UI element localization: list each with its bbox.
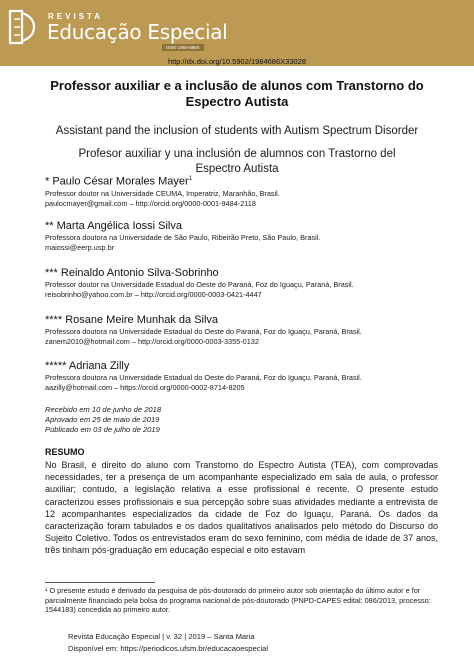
author-affiliation: Professora doutora na Universidade de São Paulo, Ribeirão Preto, São Paulo, Brasil. xyxy=(45,233,321,242)
author-contact[interactable]: zanem2010@hotmail.com – http://orcid.org/0000-0003-3355-0132 xyxy=(45,337,259,346)
author-name: *** Reinaldo Antonio Silva-Sobrinho xyxy=(45,267,219,279)
journal-logo-icon xyxy=(8,9,38,45)
article-title-english: Assistant pand the inclusion of students with Autism Spectrum Disorder xyxy=(55,125,419,137)
page-footer xyxy=(68,631,268,654)
author-block xyxy=(45,313,445,347)
author-block xyxy=(45,266,445,300)
journal-name: Educação Especial xyxy=(47,20,228,44)
author-contact[interactable]: aazilly@hotmail.com – https://orcid.org/0000-0002-8714-8205 xyxy=(45,383,245,392)
article-title: Professor auxiliar e a inclusão de alunos com Transtorno do Espectro Autista xyxy=(50,78,424,109)
abstract-heading: RESUMO xyxy=(45,447,85,457)
author-contact[interactable]: reisobrinho@yahoo.com.br – http://orcid.org/0000-0003-0421-4447 xyxy=(45,290,262,299)
footnote-divider xyxy=(45,582,155,583)
author-name: **** Rosane Meire Munhak da Silva xyxy=(45,314,219,326)
author-contact[interactable]: maiossi@eerp.usp.br xyxy=(45,243,115,252)
author-name: ***** Adriana Zilly xyxy=(45,360,130,372)
author-name: ** Marta Angélica Iossi Silva xyxy=(45,220,182,232)
author-block xyxy=(45,219,445,253)
footer-citation: Revista Educação Especial | v. 32 | 2019 – Santa Maria xyxy=(68,632,255,641)
author-name: * Paulo César Morales Mayer$^1$ xyxy=(45,175,193,188)
issn-badge: ISSN 1984-686X xyxy=(162,44,204,51)
article-title-spanish: Profesor auxiliar y una inclusión de alumnos con Trastorno del Espectro Autista xyxy=(78,148,396,175)
publication-dates xyxy=(45,405,161,435)
author-affiliation: Professor doutor na Universidade CEUMA, Imperatriz, Maranhão, Brasil. xyxy=(45,188,280,198)
received-date: Recebido em 10 de junho de 2018 xyxy=(45,405,162,414)
journal-name-small: REVISTA xyxy=(48,12,104,21)
approved-date: Aprovado em 25 de maio de 2019 xyxy=(45,415,160,424)
footnote: ¹ O presente estudo é derivado da pesquisa de pós-doutorado do primeiro autor sob orientação do último autor e for parcialmente financiado pela bolsa do programa nacional de pós-doutorado (PNPD-CAPES edital: 086/2013, processo: 1544183) concedida ao primeiro autor. xyxy=(45,586,431,614)
author-affiliation: Professora doutora na Universidade Estadual do Oeste do Paraná, Foz do Iguaçu, Paraná, Brasil. xyxy=(45,327,362,336)
author-block xyxy=(45,172,445,209)
author-affiliation: Professor doutor na Universidade Estadual do Oeste do Paraná, Foz do Iguaçu, Paraná, Brasil. xyxy=(45,280,354,289)
abstract-text: No Brasil, é direito do aluno com Transtorno do Espectro Autista (TEA), com comprovadas necessidades, ter a presença de um acompanhante especializado em sala de aula, o professor auxiliar; contudo, a legislação relativa a esse profissional é recente. O presente estudo caracterizou esses profissionais e sua percepção sobre suas atividades mediante a entrevista de 12 acompanhantes especializados da cidade de Foz do Iguaçu, Paraná. Os dados da caracterização foram tabulados e os dados qualitativos analisados pelo método do Discurso do Sujeito Coletivo. Todos os entrevistados eram do sexo feminino, com média de idade de 37 anos, três tinham pós-graduação em educação especial e oito estavam xyxy=(45,460,438,556)
published-date: Publicado em 03 de julho de 2019 xyxy=(45,425,160,434)
author-block xyxy=(45,359,445,393)
author-affiliation: Professora doutora na Universidade Estadual do Oeste do Paraná, Foz do Iguaçu, Paraná, Brasil. xyxy=(45,373,362,382)
author-contact[interactable]: paulocmayer@gmail.com – http://orcid.org/0000-0001-9484-2118 xyxy=(45,198,256,208)
doi-link[interactable]: http://dx.doi.org/10.5902/1984686X33028 xyxy=(167,57,307,66)
footer-availability[interactable]: Disponível em: https://periodicos.ufsm.br/educacaoespecial xyxy=(68,643,269,653)
